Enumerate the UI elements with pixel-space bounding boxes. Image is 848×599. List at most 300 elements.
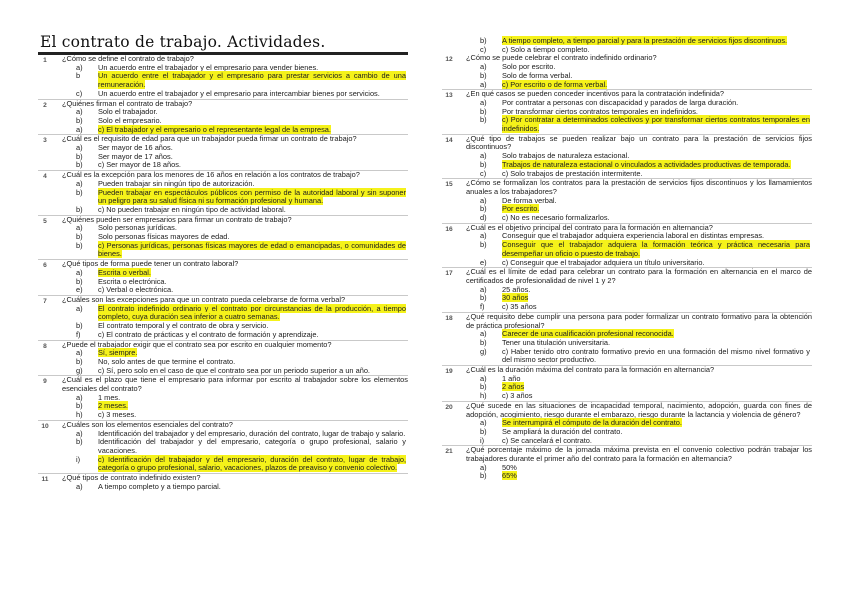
- option-letter: b): [480, 159, 487, 169]
- option-letter: a): [76, 303, 83, 313]
- question-number: 2: [43, 101, 47, 109]
- option-text-content: c) No pueden trabajar en ningún tipo de actividad laboral.: [98, 204, 286, 214]
- option-text-content: Solo personas jurídicas.: [98, 223, 177, 233]
- question-number: 9: [43, 378, 47, 386]
- answer-option: [62, 305, 408, 322]
- option-letter: a): [76, 107, 83, 117]
- question-number: 17: [445, 270, 453, 278]
- option-letter: a): [76, 223, 83, 233]
- option-text-content: Sí, siempre.: [98, 348, 138, 358]
- option-text-content: Por transformar ciertos contratos temporales en indefinidos.: [502, 106, 698, 116]
- question-body: [52, 55, 408, 99]
- option-text-content: Ser mayor de 17 años.: [98, 151, 173, 161]
- question-body: [52, 171, 408, 215]
- question-number: 11: [41, 476, 49, 484]
- question-number: 18: [445, 314, 453, 322]
- question-number: 21: [445, 448, 453, 456]
- answer-option: [466, 437, 812, 446]
- option-letter: a): [480, 62, 487, 72]
- option-text-content: c) Verbal o electrónica.: [98, 285, 174, 295]
- option-letter: b): [480, 70, 487, 80]
- option-letter: a): [480, 284, 487, 294]
- question-item: [38, 55, 408, 99]
- option-text-content: c) Por escrito o de forma verbal.: [502, 79, 608, 89]
- option-text: [502, 303, 812, 312]
- question-item: [38, 420, 408, 473]
- option-text: [502, 472, 812, 481]
- options-list: [466, 152, 812, 178]
- option-text: [502, 375, 812, 384]
- option-text: [98, 286, 408, 295]
- question-body: [52, 474, 408, 491]
- option-text-content: Escrita o electrónica.: [98, 276, 167, 286]
- answer-option: [466, 259, 812, 268]
- option-text-content: c) Se cancelará el contrato.: [502, 435, 592, 445]
- question-body: [456, 402, 812, 446]
- options-list: [62, 224, 408, 259]
- question-list-left: [38, 55, 408, 491]
- answer-option: [466, 241, 812, 258]
- question-number: 19: [445, 368, 453, 376]
- option-letter: a): [76, 178, 83, 188]
- option-text-content: A tiempo completo y a tiempo parcial.: [98, 481, 221, 491]
- question-text: ¿Cuáles son los elementos esenciales del contrato?: [62, 419, 233, 429]
- options-list: [62, 483, 408, 492]
- option-letter: a): [480, 79, 487, 89]
- question-number: 20: [445, 403, 453, 411]
- question-text: ¿Cuál es la duración máxima del contrato para la formación en alternancia?: [466, 365, 715, 375]
- option-text: [502, 294, 812, 303]
- option-text: [98, 411, 408, 420]
- question-text: ¿Puede el trabajador exigir que el contrato sea por escrito en cualquier momento?: [62, 339, 332, 349]
- question-item: [38, 170, 408, 215]
- question-number: 3: [43, 137, 47, 145]
- options-list: [466, 232, 812, 267]
- option-letter: b): [480, 337, 487, 347]
- option-letter: h): [480, 391, 487, 401]
- option-letter: b): [76, 160, 83, 170]
- answer-option: [62, 206, 408, 215]
- options-list: [62, 305, 408, 340]
- option-text-content: Identificación del trabajador y del empresario, duración del contrato, lugar de trabajo y salario.: [98, 428, 406, 438]
- option-text-content: Solo trabajos de naturaleza estacional.: [502, 151, 630, 161]
- option-letter: a): [480, 151, 487, 161]
- answer-option: [62, 438, 408, 455]
- option-text: [502, 116, 812, 133]
- option-text-content: c) 3 años: [502, 391, 533, 401]
- answer-option: [62, 126, 408, 135]
- question-body: [52, 376, 408, 420]
- answer-option: [466, 472, 812, 481]
- question-item: [442, 312, 812, 365]
- option-text: [502, 81, 812, 90]
- option-text: [502, 348, 812, 365]
- option-letter: e): [76, 285, 83, 295]
- option-letter: b): [76, 187, 83, 197]
- options-list: [466, 330, 812, 365]
- question-body: [456, 268, 812, 312]
- question-text: ¿Qué tipo de trabajos se pueden realizar bajo un contrato para la prestación de servicios fijos discontinuos?: [466, 133, 812, 152]
- option-letter: a): [480, 329, 487, 339]
- option-letter: a): [76, 143, 83, 153]
- option-text-content: Un acuerdo entre el trabajador y el empresario para prestar servicios a cambio de una remuneración.: [98, 71, 406, 90]
- question-item: [442, 401, 812, 446]
- option-text-content: Pueden trabajar sin ningún tipo de autorización.: [98, 178, 255, 188]
- option-text: [502, 392, 812, 401]
- option-text-content: Ser mayor de 16 años.: [98, 143, 173, 153]
- options-list: [466, 99, 812, 134]
- option-text-content: c) No es necesario formalizarlos.: [502, 213, 610, 223]
- question-item: [38, 259, 408, 295]
- option-text-content: Se ampliará la duración del contrato.: [502, 426, 623, 436]
- option-letter: a): [480, 231, 487, 241]
- question-item: [38, 215, 408, 260]
- answer-option: [466, 464, 812, 473]
- option-text: [98, 126, 408, 135]
- question-body: [52, 216, 408, 260]
- option-text: [98, 394, 408, 403]
- option-letter: c): [480, 168, 487, 178]
- question-text: ¿Qué sucede en las situaciones de incapacidad temporal, nacimiento, adopción, guarda con fines de adopción, acogimiento, riesgo durante el embarazo, riesgo durante la lactancia y violencia de género?: [466, 400, 812, 419]
- option-letter: b): [480, 240, 487, 250]
- question-list-right: [442, 54, 812, 481]
- option-letter: c): [480, 44, 487, 54]
- option-text-content: Un acuerdo entre el trabajador y el empresario para vender bienes.: [98, 62, 319, 72]
- question-text: ¿Quiénes pueden ser empresarios para firmar un contrato de trabajo?: [62, 214, 292, 224]
- question-number: 5: [43, 217, 47, 225]
- option-text-content: 1 mes.: [98, 392, 121, 402]
- option-text-content: A tiempo completo, a tiempo parcial y para la prestación de servicios fijos discontinuos.: [502, 36, 788, 45]
- options-list: [466, 464, 812, 481]
- options-list: [466, 197, 812, 223]
- options-list: [62, 430, 408, 474]
- option-text-content: c) Solo a tiempo completo.: [502, 44, 590, 54]
- question-item: [38, 295, 408, 340]
- option-letter: b): [480, 106, 487, 116]
- question-text: ¿Qué tipos de contrato indefinido existen?: [62, 473, 201, 483]
- options-list: [62, 394, 408, 420]
- question-item: [442, 178, 812, 223]
- option-text-content: Pueden trabajar en espectáculos públicos con permiso de la autoridad laboral y sin suponer un peligro para su salud física ni su formación profesional y humana.: [98, 187, 406, 206]
- question-number: 4: [43, 173, 47, 181]
- option-text-content: El contrato temporal y el contrato de obra y servicio.: [98, 321, 269, 331]
- option-text: [502, 170, 812, 179]
- question-body: [52, 100, 408, 135]
- option-text-content: El contrato indefinido ordinario y el contrato por circunstancias de la producción, a tiempo completo, cuya duración sea inferior a cuatro semanas.: [98, 303, 406, 322]
- option-text-content: Un acuerdo entre el trabajador y el empresario para intercambiar bienes por servicios.: [98, 88, 380, 98]
- option-letter: b): [480, 382, 487, 392]
- option-letter: a): [76, 348, 83, 358]
- option-letter: b): [480, 204, 487, 214]
- option-text-content: Se interrumpirá el cómputo de la duración del contrato.: [502, 418, 682, 428]
- option-text: [98, 402, 408, 411]
- options-list: [62, 108, 408, 134]
- option-text-content: No, solo antes de que termine el contrato.: [98, 356, 236, 366]
- option-letter: a): [480, 373, 487, 383]
- option-text-content: c) Solo trabajos de prestación intermitente.: [502, 168, 643, 178]
- option-letter: a): [480, 97, 487, 107]
- question-text: ¿Qué tipos de forma puede tener un contrato laboral?: [62, 259, 239, 269]
- option-text-content: c) 35 años: [502, 302, 537, 312]
- option-text: [98, 331, 408, 340]
- option-letter: b): [480, 471, 487, 481]
- option-letter: a): [76, 267, 83, 277]
- options-list: [466, 37, 812, 54]
- option-text-content: 2 años: [502, 382, 525, 392]
- option-text-content: Carecer de una cualificación profesional reconocida.: [502, 329, 674, 339]
- question-item: [38, 99, 408, 135]
- option-text-content: c) Haber tenido otro contrato formativo previo en una formación del mismo nivel formativo y del mismo sector productivo.: [502, 346, 810, 365]
- options-list: [62, 180, 408, 215]
- question-body: [456, 446, 812, 481]
- question-item: [442, 267, 812, 312]
- question-number: 10: [41, 422, 49, 430]
- option-text-content: 30 años: [502, 293, 529, 303]
- option-text: [502, 286, 812, 295]
- answer-option: [62, 161, 408, 170]
- option-text: [98, 305, 408, 322]
- option-text: [502, 464, 812, 473]
- question-text: ¿Cuál es el requisito de edad para que un trabajador pueda firmar un contrato de trabajo?: [62, 134, 357, 144]
- question-item: [442, 54, 812, 89]
- question-body: [456, 179, 812, 223]
- question-text: ¿Cómo se define el contrato de trabajo?: [62, 54, 194, 63]
- question-number: 6: [43, 262, 47, 270]
- options-list: [62, 269, 408, 295]
- question-text: ¿Cómo se puede celebrar el contrato indefinido ordinario?: [466, 53, 657, 63]
- option-text-content: Por escrito.: [502, 204, 540, 214]
- option-letter: f): [480, 302, 485, 312]
- options-list: [466, 375, 812, 401]
- question-item: [442, 365, 812, 401]
- answer-option: [62, 189, 408, 206]
- question-body: [52, 341, 408, 376]
- question-text: ¿Qué requisito debe cumplir una persona para poder formalizar un contrato formativo para la obtención de práctica profesional?: [466, 311, 812, 330]
- question-number: 14: [445, 136, 453, 144]
- option-text: [98, 438, 408, 455]
- answer-option: [466, 116, 812, 133]
- option-text-content: c) Identificación del trabajador y del empresario, duración del contrato, lugar de trabajo, categoría o grupo profesional, salario, vacaciones, plazos de preaviso y convenio colectivo.: [98, 454, 406, 473]
- question-body: [456, 366, 812, 401]
- option-text: [98, 90, 408, 99]
- question-text: ¿Qué porcentaje máximo de la jornada máxima prevista en el convenio colectivo podrán trabajar los trabajadores durante el primer año del contrato para la formación en alternancia?: [466, 445, 812, 464]
- option-letter: b): [76, 151, 83, 161]
- option-text-content: Solo personas físicas mayores de edad.: [98, 232, 230, 242]
- option-letter: a): [480, 462, 487, 472]
- option-text-content: 2 meses.: [98, 401, 128, 411]
- option-letter: b): [480, 293, 487, 303]
- question-number: 16: [445, 225, 453, 233]
- options-list: [62, 349, 408, 375]
- option-letter: b): [76, 232, 83, 242]
- option-text: [502, 197, 812, 206]
- question-item: [442, 223, 812, 268]
- option-text-content: c) Ser mayor de 18 años.: [98, 160, 181, 170]
- option-text-content: De forma verbal.: [502, 195, 557, 205]
- question-item-continued: [442, 37, 812, 54]
- question-text: ¿Cuál es la excepción para los menores de 16 años en relación a los contratos de trabajo?: [62, 170, 360, 180]
- question-item: [442, 445, 812, 481]
- answer-option: [62, 331, 408, 340]
- option-letter: g): [480, 346, 487, 356]
- question-body: [52, 260, 408, 295]
- option-text: [502, 383, 812, 392]
- question-text: ¿Cuál es el plazo que tiene el empresario para informar por escrito al trabajador sobre los elementos esenciales del contrato?: [62, 375, 408, 394]
- option-text-content: c) El trabajador y el empresario o el representante legal de la empresa.: [98, 124, 331, 134]
- question-item: [38, 340, 408, 376]
- option-text-content: Solo por escrito.: [502, 62, 556, 72]
- option-letter: b: [76, 71, 81, 81]
- answer-option: [62, 367, 408, 376]
- option-text: [98, 161, 408, 170]
- option-letter: b): [76, 321, 83, 331]
- option-text: [502, 259, 812, 268]
- option-letter: f): [76, 329, 81, 339]
- option-text-content: Solo el trabajador.: [98, 107, 158, 117]
- question-body: [456, 54, 812, 89]
- left-column: [38, 0, 408, 491]
- right-column: [442, 0, 812, 481]
- question-number: 13: [445, 92, 453, 100]
- question-item: [442, 89, 812, 134]
- question-number: 12: [445, 56, 453, 64]
- answer-option: [466, 303, 812, 312]
- option-letter: a): [76, 124, 83, 134]
- option-letter: a): [76, 481, 83, 491]
- option-letter: a): [76, 428, 83, 438]
- option-text: [98, 206, 408, 215]
- option-text-content: c) Personas jurídicas, personas físicas mayores de edad o emancipadas, o comunidades de bienes.: [98, 240, 406, 259]
- option-letter: b): [76, 204, 83, 214]
- option-text: [98, 72, 408, 89]
- question-text: ¿En qué casos se pueden conceder incentivos para la contratación indefinida?: [466, 89, 725, 99]
- option-letter: b): [76, 240, 83, 250]
- question-body: [456, 313, 812, 365]
- answer-option: [466, 214, 812, 223]
- question-number: 15: [445, 181, 453, 189]
- option-text: [502, 214, 812, 223]
- question-text: ¿Cuál es el límite de edad para celebrar un contrato para la formación en alternancia en el marco de certificados de profesionalidad de nivel 1 y 2?: [466, 267, 812, 285]
- option-text-content: Trabajos de naturaleza estacional o vinculados a actividades productivas de temporada.: [502, 159, 791, 169]
- question-body: [52, 135, 408, 170]
- option-text-content: Tener una titulación universitaria.: [502, 337, 611, 347]
- option-letter: a): [480, 418, 487, 428]
- question-number: 8: [43, 342, 47, 350]
- option-text: [98, 189, 408, 206]
- option-text-content: 50%: [502, 462, 517, 472]
- option-text: [502, 437, 812, 446]
- question-text: ¿Cómo se formalizan los contratos para la prestación de servicios fijos discontinuos y los llamamientos anuales a los trabajadores?: [466, 178, 812, 196]
- question-text: ¿Cuáles son las excepciones para que un contrato pueda celebrarse de forma verbal?: [62, 294, 346, 304]
- option-text: [98, 483, 408, 492]
- question-body: [456, 37, 812, 54]
- question-body: [456, 90, 812, 134]
- option-letter: b): [480, 36, 487, 45]
- answer-option: [62, 72, 408, 89]
- option-text-content: c) El contrato de prácticas y el contrato de formación y aprendizaje.: [98, 329, 319, 339]
- question-body: [52, 296, 408, 340]
- option-letter: a): [76, 62, 83, 72]
- option-letter: b): [76, 437, 83, 447]
- answer-option: [466, 348, 812, 365]
- option-text-content: Por contratar a personas con discapacidad y parados de larga duración.: [502, 97, 739, 107]
- option-text-content: c) Sí, pero solo en el caso de que el contrato sea por un periodo superior a un año.: [98, 365, 370, 375]
- question-text: ¿Quiénes firman el contrato de trabajo?: [62, 98, 193, 108]
- option-text-content: c) Por contratar a determinados colectivos y por transformar ciertos contratos temporales en indefinidos.: [502, 115, 810, 134]
- question-item: [38, 375, 408, 420]
- question-number: 7: [43, 297, 47, 305]
- option-letter: h): [76, 410, 83, 420]
- option-letter: b): [76, 276, 83, 286]
- options-list: [466, 419, 812, 445]
- option-text-content: c) Conseguir que el trabajador adquiera un título universitario.: [502, 257, 705, 267]
- option-text-content: Escrita o verbal.: [98, 267, 151, 277]
- question-text: ¿Cuál es el objetivo principal del contrato para la formación en alternancia?: [466, 222, 713, 232]
- option-text-content: 25 años.: [502, 284, 531, 294]
- option-letter: a): [76, 392, 83, 402]
- option-letter: e): [480, 257, 487, 267]
- option-text: [98, 456, 408, 473]
- option-letter: c): [76, 88, 83, 98]
- question-item: [38, 473, 408, 491]
- options-list: [62, 144, 408, 170]
- question-number: 1: [43, 57, 47, 64]
- option-letter: g): [76, 365, 83, 375]
- option-letter: i): [76, 454, 81, 464]
- option-text-content: Conseguir que el trabajador adquiera experiencia laboral en distintas empresas.: [502, 231, 765, 241]
- option-letter: b): [76, 401, 83, 411]
- question-body: [456, 135, 812, 179]
- option-text: [502, 241, 812, 258]
- question-body: [456, 224, 812, 268]
- continued-options: [442, 37, 812, 54]
- option-text-content: Solo de forma verbal.: [502, 70, 573, 80]
- answer-option: [466, 392, 812, 401]
- answer-option: [62, 90, 408, 99]
- option-text-content: Solo el empresario.: [98, 115, 162, 125]
- option-letter: d): [480, 213, 487, 223]
- option-text-content: c) 3 meses.: [98, 410, 137, 420]
- question-number-blank: [442, 37, 456, 54]
- options-list: [466, 63, 812, 89]
- answer-option: [62, 286, 408, 295]
- option-text-content: 1 año: [502, 373, 521, 383]
- question-item: [442, 134, 812, 179]
- options-list: [466, 286, 812, 312]
- answer-option: [466, 170, 812, 179]
- answer-option: [466, 81, 812, 90]
- option-text-content: Conseguir que el trabajador adquiera la formación teórica y práctica necesaria para desempeñar un oficio o puesto de trabajo.: [502, 240, 810, 258]
- option-letter: i): [480, 435, 485, 445]
- question-body: [52, 421, 408, 473]
- options-list: [62, 64, 408, 99]
- answer-option: [62, 483, 408, 492]
- answer-option: [62, 242, 408, 259]
- option-letter: b): [76, 356, 83, 366]
- option-letter: b): [480, 115, 487, 125]
- option-letter: b): [480, 426, 487, 436]
- option-letter: a): [480, 195, 487, 205]
- page-title: El contrato de trabajo. Actividades.: [38, 33, 408, 55]
- option-text-content: Identificación del trabajador y del empresario, categoría o grupo profesional, salario y vacaciones.: [98, 437, 406, 455]
- question-item: [38, 134, 408, 170]
- option-text: [98, 242, 408, 259]
- answer-option: [62, 456, 408, 473]
- option-text: [98, 367, 408, 376]
- option-text-content: 65%: [502, 471, 517, 481]
- answer-option: [62, 411, 408, 420]
- option-letter: b): [76, 115, 83, 125]
